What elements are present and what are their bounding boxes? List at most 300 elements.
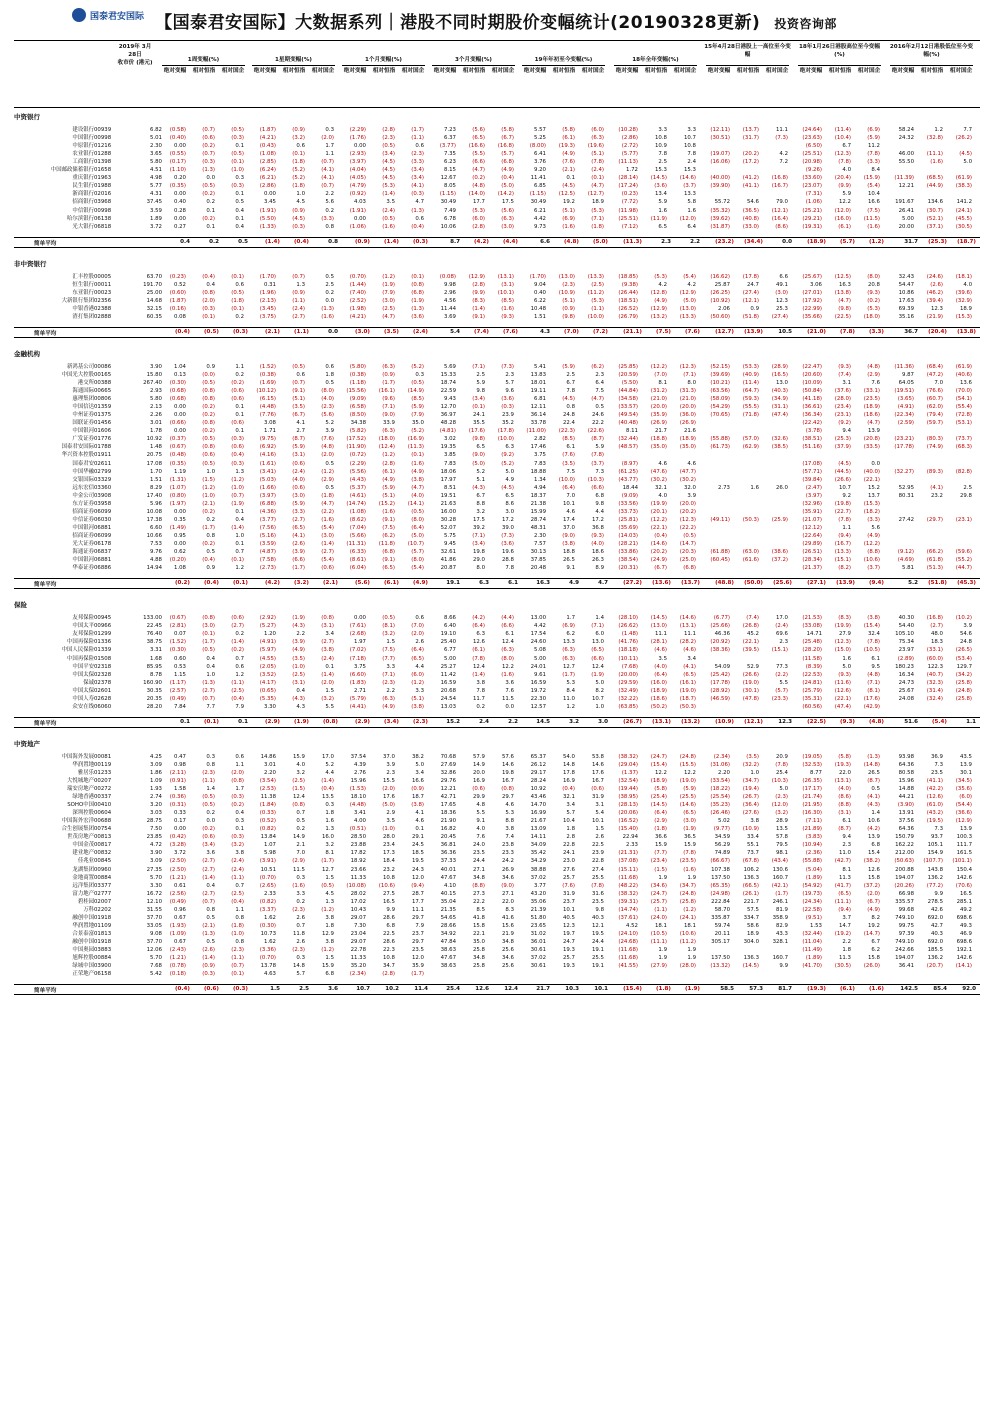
change-cell: 2.3 bbox=[386, 769, 395, 776]
change-cell: (25.79) bbox=[802, 687, 822, 694]
change-cell: (0.6) bbox=[472, 786, 485, 793]
average-cell: (4.4) bbox=[502, 238, 518, 245]
change-cell: 16.7 bbox=[591, 777, 604, 784]
group-underline bbox=[798, 65, 881, 66]
change-cell: 93.98 bbox=[898, 753, 914, 760]
change-cell: (5.5) bbox=[472, 151, 485, 158]
change-cell: (35.23) bbox=[710, 802, 730, 809]
change-cell: (2.6) bbox=[292, 541, 305, 548]
change-cell: (3.83) bbox=[805, 834, 822, 841]
change-cell: (21.89) bbox=[802, 826, 822, 833]
change-cell: (1.2) bbox=[683, 906, 696, 913]
change-cell: (9.8) bbox=[562, 313, 575, 320]
average-label: 简单平均 bbox=[34, 330, 57, 337]
change-cell: (0.1) bbox=[231, 557, 244, 564]
close-price: 5.96 bbox=[149, 500, 162, 507]
change-cell: (1.70) bbox=[529, 273, 546, 280]
change-cell: 14.71 bbox=[806, 631, 822, 638]
change-cell: (22.1) bbox=[834, 695, 851, 702]
change-cell: 49.2 bbox=[959, 906, 972, 913]
change-cell: 0.1 bbox=[235, 541, 244, 548]
change-cell: (39.90) bbox=[710, 183, 730, 190]
average-cell: (9.4) bbox=[868, 580, 884, 587]
change-cell: (6.0) bbox=[411, 671, 424, 678]
change-cell: (3.0) bbox=[202, 623, 215, 630]
group-underline bbox=[432, 65, 515, 66]
change-cell: 35.16 bbox=[898, 313, 914, 320]
change-cell: 6.1 bbox=[566, 444, 575, 451]
change-cell: (54.4) bbox=[955, 802, 972, 809]
change-cell: (3.0) bbox=[321, 532, 334, 539]
close-price: 22.45 bbox=[146, 623, 162, 630]
change-cell: (0.18) bbox=[169, 971, 186, 978]
change-cell: (12.0) bbox=[771, 802, 788, 809]
change-cell: (2.34) bbox=[713, 753, 730, 760]
average-cell: (0.3) bbox=[232, 328, 248, 335]
change-cell: (15.56) bbox=[346, 388, 366, 395]
change-cell: (19.8) bbox=[834, 500, 851, 507]
change-cell: 6.8 bbox=[871, 842, 880, 849]
stock-code: 02888 bbox=[94, 313, 112, 320]
table-row bbox=[14, 695, 980, 703]
change-cell: (6.8) bbox=[411, 289, 424, 296]
stock-name: 中国邮政储蓄银行 bbox=[50, 167, 94, 174]
change-cell: 19.35 bbox=[440, 444, 456, 451]
average-cell: 1.5 bbox=[270, 986, 280, 993]
change-cell: (22.1) bbox=[863, 476, 880, 483]
change-cell: (19.2) bbox=[834, 930, 851, 937]
change-cell: (4.41) bbox=[349, 703, 366, 710]
change-cell: (1.7) bbox=[202, 524, 215, 531]
change-cell: (33.73) bbox=[618, 508, 638, 515]
change-cell: 12.70 bbox=[440, 404, 456, 411]
change-cell: 5.00 bbox=[533, 655, 546, 662]
change-cell: 20.48 bbox=[530, 565, 546, 572]
change-cell: (1.17) bbox=[169, 679, 186, 686]
stock-code: 00688 bbox=[94, 818, 112, 825]
stock-code: 01658 bbox=[94, 167, 112, 174]
change-cell: 43.5 bbox=[959, 753, 972, 760]
change-cell: 6.1 bbox=[842, 818, 851, 825]
change-cell: 3.8 bbox=[505, 826, 514, 833]
change-cell: 26.12 bbox=[530, 761, 546, 768]
change-cell: 13.84 bbox=[260, 834, 276, 841]
change-cell: 5.0 bbox=[963, 159, 972, 166]
change-cell: (3.0) bbox=[683, 818, 696, 825]
change-cell: 43.20 bbox=[530, 890, 546, 897]
change-cell: (0.7) bbox=[202, 151, 215, 158]
change-cell: (17.17) bbox=[802, 786, 822, 793]
change-cell: 20.68 bbox=[440, 687, 456, 694]
change-cell: (54.1) bbox=[955, 396, 972, 403]
change-cell: (60.7) bbox=[926, 396, 943, 403]
change-cell: (6.5) bbox=[292, 524, 305, 531]
change-cell: (0.2) bbox=[202, 826, 215, 833]
change-cell: 0.4 bbox=[206, 655, 215, 662]
change-cell: 29.7 bbox=[501, 794, 514, 801]
change-cell: 42.71 bbox=[440, 794, 456, 801]
change-cell: 32.86 bbox=[440, 769, 456, 776]
change-cell: 0.5 bbox=[325, 484, 334, 491]
change-cell: (16.9) bbox=[407, 436, 424, 443]
change-cell: 51.80 bbox=[530, 914, 546, 921]
change-cell: (0.8) bbox=[202, 615, 215, 622]
change-cell: 8.1 bbox=[658, 380, 667, 387]
change-cell: (62.9) bbox=[742, 444, 759, 451]
average-cell: (1.2) bbox=[868, 238, 884, 245]
change-cell: 6.77 bbox=[443, 647, 456, 654]
change-cell: (0.70) bbox=[259, 955, 276, 962]
change-cell: (1.18) bbox=[349, 380, 366, 387]
stock-name: 众安在线 bbox=[72, 703, 94, 710]
close-price: 3.31 bbox=[149, 647, 162, 654]
change-cell: 25.7 bbox=[562, 955, 575, 962]
change-cell: (11.6) bbox=[834, 679, 851, 686]
change-cell: 6.8 bbox=[386, 922, 395, 929]
change-cell: (7.4) bbox=[746, 615, 759, 622]
change-cell: 7.6 bbox=[476, 834, 485, 841]
average-cell: 10.2 bbox=[385, 986, 399, 993]
change-cell: (1.61) bbox=[259, 460, 276, 467]
change-cell: (32.96) bbox=[802, 500, 822, 507]
change-cell: 27.1 bbox=[501, 890, 514, 897]
change-cell: 0.8 bbox=[325, 223, 334, 230]
change-cell: (1.9) bbox=[231, 500, 244, 507]
change-cell: 14.88 bbox=[898, 786, 914, 793]
change-cell: (6.88) bbox=[259, 500, 276, 507]
change-cell: (1.4) bbox=[472, 305, 485, 312]
change-cell: (18.22) bbox=[710, 786, 730, 793]
change-cell: 10.6 bbox=[867, 818, 880, 825]
average-cell: (0.3) bbox=[412, 238, 428, 245]
change-cell: (7.1) bbox=[472, 363, 485, 370]
change-cell: 6.81 bbox=[533, 396, 546, 403]
change-cell: (14.6) bbox=[679, 615, 696, 622]
change-cell: (1.48) bbox=[621, 631, 638, 638]
change-cell: (52.1) bbox=[926, 215, 943, 222]
change-cell: (4.0) bbox=[591, 541, 604, 548]
change-cell: (28.1) bbox=[650, 639, 667, 646]
change-cell: 29.07 bbox=[350, 938, 366, 945]
change-cell: (1.9) bbox=[591, 671, 604, 678]
change-cell: (8.0) bbox=[411, 516, 424, 523]
change-cell: (35.31) bbox=[802, 695, 822, 702]
change-cell: (7.8) bbox=[591, 882, 604, 889]
change-cell: 6.37 bbox=[443, 135, 456, 142]
change-cell: (1.4) bbox=[382, 191, 395, 198]
change-cell: (15.1) bbox=[771, 647, 788, 654]
report-subtitle: 投资咨询部 bbox=[774, 17, 837, 31]
change-cell: (1.8) bbox=[292, 159, 305, 166]
stock-code: 02016 bbox=[94, 191, 112, 198]
change-cell: (3.75) bbox=[259, 313, 276, 320]
change-cell: (0.1) bbox=[411, 452, 424, 459]
change-cell: (3.4) bbox=[411, 175, 424, 182]
change-cell: 15.96 bbox=[898, 777, 914, 784]
average-cell: (18.9) bbox=[807, 238, 826, 245]
change-cell: (18.6) bbox=[650, 695, 667, 702]
change-cell: (6.60) bbox=[349, 671, 366, 678]
change-cell: (5.1) bbox=[411, 695, 424, 702]
stock-code: 01813 bbox=[94, 930, 112, 937]
change-cell: 31.9 bbox=[562, 890, 575, 897]
change-cell: (28.2) bbox=[679, 639, 696, 646]
change-cell: (1.1) bbox=[231, 874, 244, 881]
average-cell: (25.3) bbox=[928, 238, 947, 245]
change-cell: (42.1) bbox=[771, 882, 788, 889]
change-cell: 9.1 bbox=[566, 565, 575, 572]
stock-name: 建业地产 bbox=[72, 850, 94, 857]
change-cell: (9.0) bbox=[382, 412, 395, 419]
change-cell: 11.1 bbox=[411, 906, 424, 913]
average-cell: (13.9) bbox=[836, 580, 855, 587]
change-cell: 17.0 bbox=[321, 753, 334, 760]
change-cell: (0.2) bbox=[202, 412, 215, 419]
change-cell: (0.3) bbox=[231, 135, 244, 142]
change-cell: 29.07 bbox=[350, 914, 366, 921]
change-cell: 29.7 bbox=[411, 914, 424, 921]
change-cell: 31.9 bbox=[591, 794, 604, 801]
change-cell: (7.1) bbox=[382, 671, 395, 678]
average-cell: 6.1 bbox=[508, 580, 518, 587]
change-cell: 9.8 bbox=[595, 500, 604, 507]
change-cell: (53.4) bbox=[955, 655, 972, 662]
change-cell: (4.91) bbox=[897, 404, 914, 411]
change-cell: (14.9) bbox=[407, 388, 424, 395]
change-cell: (14.6) bbox=[679, 802, 696, 809]
change-cell: (1.52) bbox=[169, 639, 186, 646]
table-row bbox=[14, 954, 980, 962]
change-cell: 27.69 bbox=[440, 761, 456, 768]
change-cell: 4.63 bbox=[263, 971, 276, 978]
change-cell: 6.4 bbox=[687, 223, 696, 230]
change-cell: 4.8 bbox=[476, 802, 485, 809]
change-cell: (11.8) bbox=[378, 541, 395, 548]
change-cell: 0.7 bbox=[296, 922, 305, 929]
stock-code: 00960 bbox=[94, 866, 112, 873]
change-cell: (4.1) bbox=[683, 663, 696, 670]
change-cell: 11.1 bbox=[654, 631, 667, 638]
change-cell: 8.51 bbox=[443, 484, 456, 491]
change-cell: (1.09) bbox=[169, 930, 186, 937]
change-cell: (7.5) bbox=[382, 647, 395, 654]
change-cell: (6.4) bbox=[472, 623, 485, 630]
change-cell: 69.39 bbox=[898, 305, 914, 312]
change-cell: (0.3) bbox=[202, 971, 215, 978]
subcolumn-header: 相对恒指 bbox=[644, 68, 668, 74]
stock-code: 01109 bbox=[94, 922, 112, 929]
change-cell: 37.02 bbox=[530, 955, 546, 962]
change-cell: 2.5 bbox=[476, 371, 485, 378]
change-cell: (12.3) bbox=[679, 363, 696, 370]
change-cell: 1.4 bbox=[206, 786, 215, 793]
average-cell: (5.0) bbox=[592, 238, 608, 245]
change-cell: (1.5) bbox=[292, 786, 305, 793]
change-cell: 46.36 bbox=[714, 631, 730, 638]
change-cell: (22.34) bbox=[894, 412, 914, 419]
change-cell: 47.84 bbox=[440, 938, 456, 945]
change-cell: (16.7) bbox=[834, 541, 851, 548]
change-cell: (9.1) bbox=[382, 516, 395, 523]
change-cell: (28.34) bbox=[802, 557, 822, 564]
change-cell: (39.84) bbox=[802, 476, 822, 483]
stock-name: 中国光大控股 bbox=[61, 371, 94, 378]
change-cell: 3.9 bbox=[963, 623, 972, 630]
change-cell: (13.0) bbox=[558, 273, 575, 280]
change-cell: 23.5 bbox=[930, 769, 943, 776]
change-cell: (3.2) bbox=[382, 631, 395, 638]
stock-code: 02202 bbox=[94, 906, 112, 913]
change-cell: (19.3) bbox=[558, 143, 575, 150]
change-cell: 1.9 bbox=[687, 955, 696, 962]
table-row bbox=[14, 419, 980, 427]
average-cell: (13.2) bbox=[681, 718, 700, 725]
change-cell: 99.75 bbox=[898, 922, 914, 929]
change-cell: 0.7 bbox=[235, 882, 244, 889]
change-cell: (11.4) bbox=[742, 380, 759, 387]
change-cell: (2.93) bbox=[349, 151, 366, 158]
change-cell: (16.5) bbox=[771, 371, 788, 378]
change-cell: (6.6) bbox=[472, 159, 485, 166]
change-cell: 17.02 bbox=[350, 898, 366, 905]
change-cell: 4.0 bbox=[842, 167, 851, 174]
change-cell: 24.01 bbox=[530, 663, 546, 670]
change-cell: 12.11 bbox=[530, 404, 546, 411]
change-cell: 7.6 bbox=[871, 380, 880, 387]
change-cell: (10.5) bbox=[863, 647, 880, 654]
change-cell: 9.5 bbox=[871, 663, 880, 670]
change-cell: (33.57) bbox=[618, 404, 638, 411]
change-cell: (0.9) bbox=[292, 289, 305, 296]
change-cell: (0.7) bbox=[321, 183, 334, 190]
change-cell: 6.2 bbox=[871, 947, 880, 954]
change-cell: (14.8) bbox=[863, 761, 880, 768]
change-cell: 106.2 bbox=[743, 866, 759, 873]
average-cell: (13.1) bbox=[652, 718, 671, 725]
change-cell: (0.23) bbox=[621, 191, 638, 198]
change-cell: (0.82) bbox=[259, 826, 276, 833]
change-cell: (65.35) bbox=[710, 882, 730, 889]
change-cell: (0.4) bbox=[231, 452, 244, 459]
change-cell: (11.1) bbox=[926, 151, 943, 158]
change-cell: (21.07) bbox=[802, 516, 822, 523]
change-cell: 34.6 bbox=[501, 874, 514, 881]
change-cell: (12.1) bbox=[771, 207, 788, 214]
change-cell: 10.1 bbox=[562, 906, 575, 913]
change-cell: (4.3) bbox=[472, 484, 485, 491]
change-cell: 3.9 bbox=[325, 428, 334, 435]
change-cell: 65.37 bbox=[530, 753, 546, 760]
change-cell: (1.96) bbox=[259, 289, 276, 296]
change-cell: 7.6 bbox=[505, 687, 514, 694]
average-cell: (6.1) bbox=[839, 986, 855, 993]
change-cell: (9.3) bbox=[591, 532, 604, 539]
close-price: 5.80 bbox=[149, 159, 162, 166]
table-row bbox=[14, 435, 980, 443]
change-cell: 14.11 bbox=[530, 834, 546, 841]
change-cell: 16.0 bbox=[321, 834, 334, 841]
table-row bbox=[14, 387, 980, 395]
change-cell: 6.22 bbox=[533, 297, 546, 304]
change-cell: (51.16) bbox=[802, 444, 822, 451]
change-cell: 6.41 bbox=[533, 151, 546, 158]
change-cell: (0.8) bbox=[292, 802, 305, 809]
stock-name: 中国华融 bbox=[72, 468, 94, 475]
change-cell: (7.40) bbox=[349, 289, 366, 296]
change-cell: 15.3 bbox=[683, 167, 696, 174]
change-cell: (0.5) bbox=[202, 436, 215, 443]
change-cell: (1.6) bbox=[382, 508, 395, 515]
change-cell: (9.77) bbox=[713, 826, 730, 833]
average-cell: (7.4) bbox=[473, 328, 489, 335]
change-cell: (13.1) bbox=[834, 777, 851, 784]
change-cell: 8.2 bbox=[871, 914, 880, 921]
change-cell: (2.3) bbox=[231, 947, 244, 954]
stock-code: 01233 bbox=[94, 769, 112, 776]
change-cell: (2.3) bbox=[562, 281, 575, 288]
change-cell: (15.3) bbox=[955, 313, 972, 320]
change-cell: 0.7 bbox=[296, 810, 305, 817]
stock-code: 00388 bbox=[94, 380, 112, 387]
change-cell: 3.45 bbox=[263, 199, 276, 206]
change-cell: 6.23 bbox=[443, 159, 456, 166]
stock-code: 06030 bbox=[94, 516, 112, 523]
change-cell: (8.7) bbox=[867, 777, 880, 784]
change-cell: 5.3 bbox=[505, 810, 514, 817]
change-cell: 3.3 bbox=[386, 663, 395, 670]
change-cell: (30.5) bbox=[834, 963, 851, 970]
table-row bbox=[14, 548, 980, 556]
stock-code: 01375 bbox=[94, 412, 112, 419]
change-cell: (6.6) bbox=[501, 623, 514, 630]
change-cell: (0.37) bbox=[169, 436, 186, 443]
change-cell: (0.4) bbox=[562, 786, 575, 793]
change-cell: (5.4) bbox=[683, 273, 696, 280]
change-cell: (1.3) bbox=[202, 167, 215, 174]
stock-code: 02378 bbox=[94, 679, 112, 686]
average-label: 简单平均 bbox=[34, 988, 57, 995]
table-row bbox=[14, 273, 980, 281]
change-cell: 0.4 bbox=[296, 687, 305, 694]
change-cell: (1.8) bbox=[654, 826, 667, 833]
change-cell: (5.1) bbox=[382, 492, 395, 499]
change-cell: 54.09 bbox=[714, 663, 730, 670]
change-cell: (0.82) bbox=[259, 898, 276, 905]
change-cell: (1.4) bbox=[321, 777, 334, 784]
change-cell: 12.3 bbox=[775, 297, 788, 304]
change-cell: (1.9) bbox=[683, 826, 696, 833]
average-cell: 10.5 bbox=[778, 328, 792, 335]
change-cell: (9.9) bbox=[838, 183, 851, 190]
change-cell: (3.0) bbox=[501, 223, 514, 230]
change-cell: (5.82) bbox=[349, 428, 366, 435]
change-cell: (47.6) bbox=[650, 468, 667, 475]
change-cell: 4.0 bbox=[658, 492, 667, 499]
change-cell: 18.36 bbox=[440, 810, 456, 817]
change-cell: (6.2) bbox=[382, 532, 395, 539]
change-cell: (3.1) bbox=[321, 623, 334, 630]
change-cell: (1.4) bbox=[202, 955, 215, 962]
change-cell: 11.5 bbox=[501, 695, 514, 702]
change-cell: 0.07 bbox=[173, 631, 186, 638]
change-cell: (37.2) bbox=[771, 557, 788, 564]
change-cell: (2.5) bbox=[382, 305, 395, 312]
change-cell: 22.94 bbox=[622, 834, 638, 841]
change-cell: 0.5 bbox=[325, 273, 334, 280]
change-cell: 3.3 bbox=[687, 127, 696, 133]
change-cell: 37.0 bbox=[562, 524, 575, 531]
change-cell: (22.53) bbox=[802, 671, 822, 678]
